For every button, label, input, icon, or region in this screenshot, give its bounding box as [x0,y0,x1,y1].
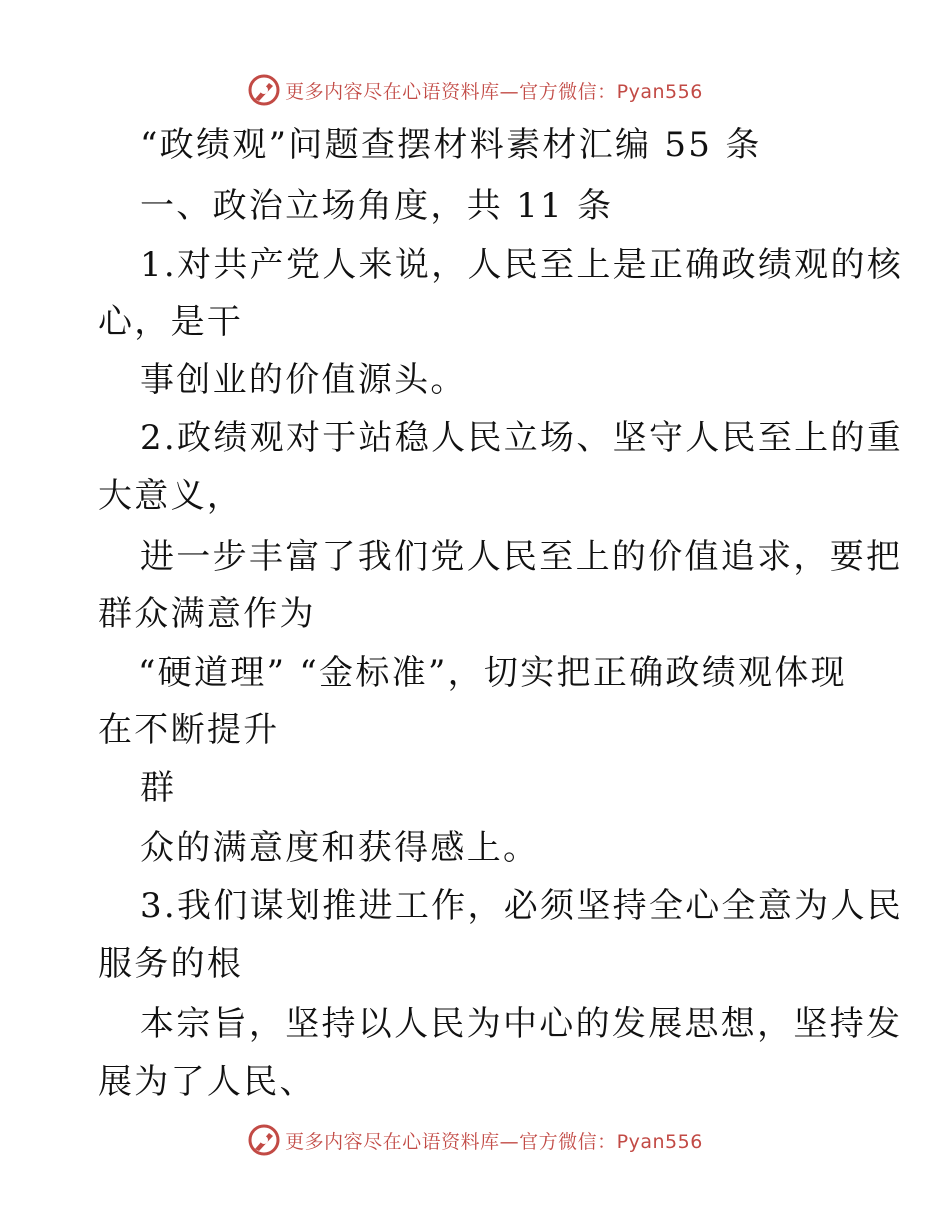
text-line: 大意义， [98,476,244,516]
document-title: “政绩观”问题查摆材料素材汇编 55 条 [140,125,762,165]
pen-logo-icon [247,73,281,107]
text-line: 众的满意度和获得感上。 [140,828,540,868]
text-line: 群众满意作为 [98,594,316,634]
text-line: 展为了人民、 [98,1062,316,1102]
text-line: 3.我们谋划推进工作，必须坚持全心全意为人民 [140,886,904,926]
footer-banner-text: 更多内容尽在心语资料库—官方微信：Pyan556 [285,1130,703,1153]
text-line: 服务的根 [98,944,244,984]
text-line: 进一步丰富了我们党人民至上的价值追求，要把 [140,537,903,577]
text-line: 群 [140,768,177,808]
header-banner-text: 更多内容尽在心语资料库—官方微信：Pyan556 [285,80,703,103]
footer-banner [0,1120,950,1160]
text-line: 事创业的价值源头。 [140,360,467,400]
text-line: 1.对共产党人来说，人民至上是正确政绩观的核 [140,245,904,285]
text-line: 心，是干 [98,302,244,342]
pen-logo-icon [247,1123,281,1157]
text-line: 在不断提升 [98,710,280,750]
text-line: “硬道理” “金标准”，切实把正确政绩观体现 [138,653,847,693]
text-line: 本宗旨，坚持以人民为中心的发展思想，坚持发 [140,1004,903,1044]
header-banner [0,70,950,110]
text-line: 一、政治立场角度，共 11 条 [140,186,614,226]
text-line: 2.政绩观对于站稳人民立场、坚守人民至上的重 [140,418,904,458]
